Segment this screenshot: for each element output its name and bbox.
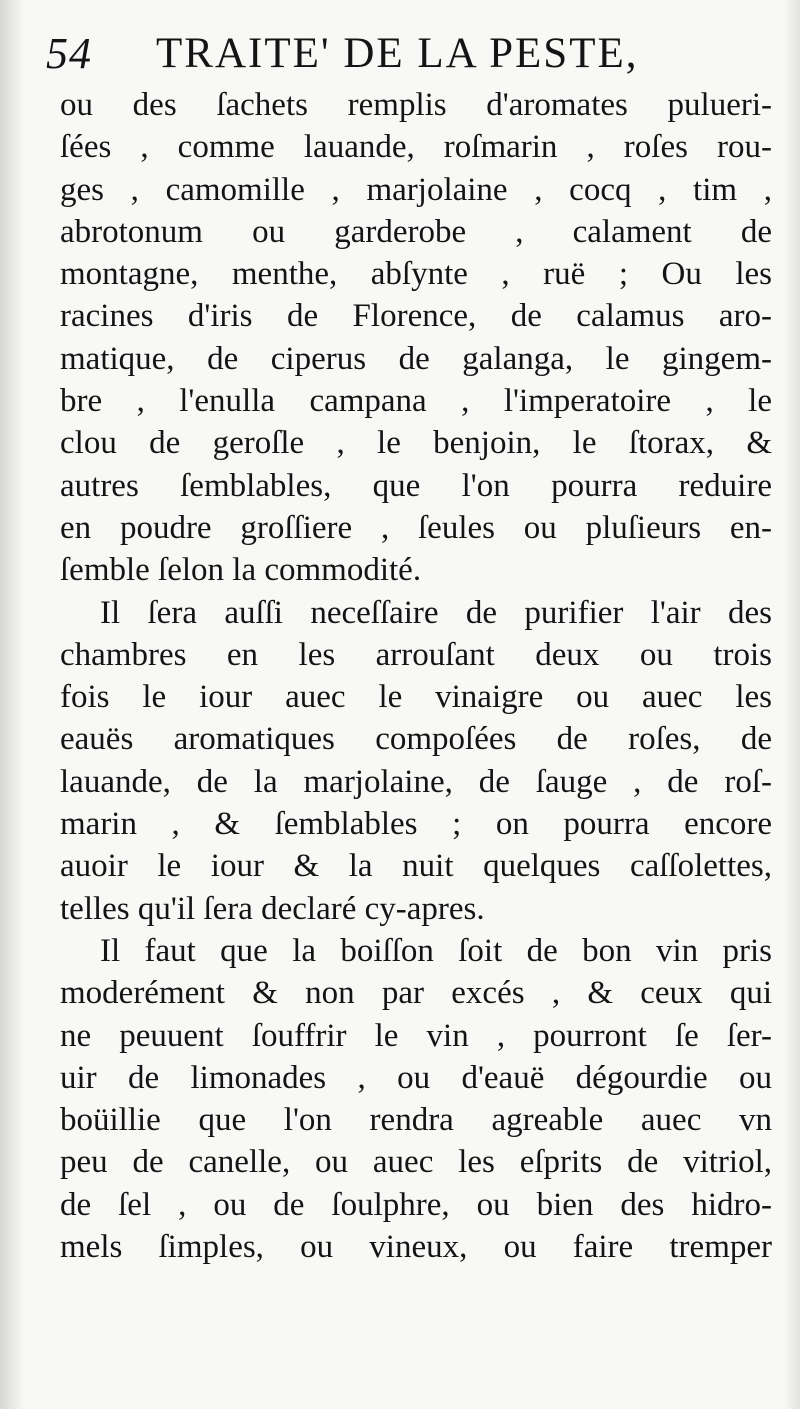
text-line: marin , & ſemblables ; on pourra encore xyxy=(60,806,772,843)
text-line: matique, de ciperus de galanga, le gingem- xyxy=(60,340,772,377)
text-line: ne peuuent ſouffrir le vin , pourront ſe ſer- xyxy=(60,1017,772,1054)
page-number: 54 xyxy=(46,29,92,78)
text-line: montagne, menthe, abſynte , ruë ; Ou les xyxy=(60,256,772,293)
text-line: eauës aromatiques compoſées de roſes, de xyxy=(60,721,772,758)
text-line: lauande, de la marjolaine, de ſauge , de roſ- xyxy=(60,763,772,800)
text-line: en poudre groſſiere , ſeules ou pluſieurs en- xyxy=(60,509,772,546)
text-line: auoir le iour & la nuit quelques caſſolettes, xyxy=(60,848,772,885)
text-line: Il ſera auſſi neceſſaire de purifier l'air des xyxy=(100,594,772,631)
text-line: racines d'iris de Florence, de calamus aro- xyxy=(60,298,772,335)
text-line: telles qu'il ſera declaré cy-apres. xyxy=(60,890,485,927)
page-header xyxy=(46,20,770,80)
running-title: TRAITE' DE LA PESTE, xyxy=(156,30,639,77)
text-line: ſemble ſelon la commodité. xyxy=(60,552,422,589)
paragraph xyxy=(60,930,772,1268)
text-line: Il faut que la boiſſon ſoit de bon vin pris xyxy=(100,932,772,969)
text-line: de ſel , ou de ſoulphre, ou bien des hidro- xyxy=(60,1186,772,1223)
text-line: ges , camomille , marjolaine , cocq , tim , xyxy=(60,171,772,208)
text-line: bre , l'enulla campana , l'imperatoire , le xyxy=(60,383,772,420)
text-line: mels ſimples, ou vineux, ou faire tremper xyxy=(60,1229,772,1266)
body-text xyxy=(60,84,772,1268)
text-line: ou des ſachets remplis d'aromates pulueri- xyxy=(60,87,772,123)
text-line: uir de limonades , ou d'eauë dégourdie ou xyxy=(60,1059,772,1096)
paragraph xyxy=(60,84,772,592)
text-line: ſées , comme lauande, roſmarin , roſes rou- xyxy=(60,129,772,166)
text-line: boüillie que l'on rendra agreable auec vn xyxy=(60,1102,772,1139)
text-line: moderément & non par excés , & ceux qui xyxy=(60,975,772,1012)
text-line: fois le iour auec le vinaigre ou auec les xyxy=(60,679,772,716)
text-line: clou de geroſle , le benjoin, le ſtorax, & xyxy=(60,425,772,462)
text-line: peu de canelle, ou auec les eſprits de vitriol, xyxy=(60,1144,772,1181)
text-line: chambres en les arrouſant deux ou trois xyxy=(60,636,772,673)
text-line: abrotonum ou garderobe , calament de xyxy=(60,213,772,250)
paragraph xyxy=(60,592,772,930)
text-line: autres ſemblables, que l'on pourra reduire xyxy=(60,467,772,504)
